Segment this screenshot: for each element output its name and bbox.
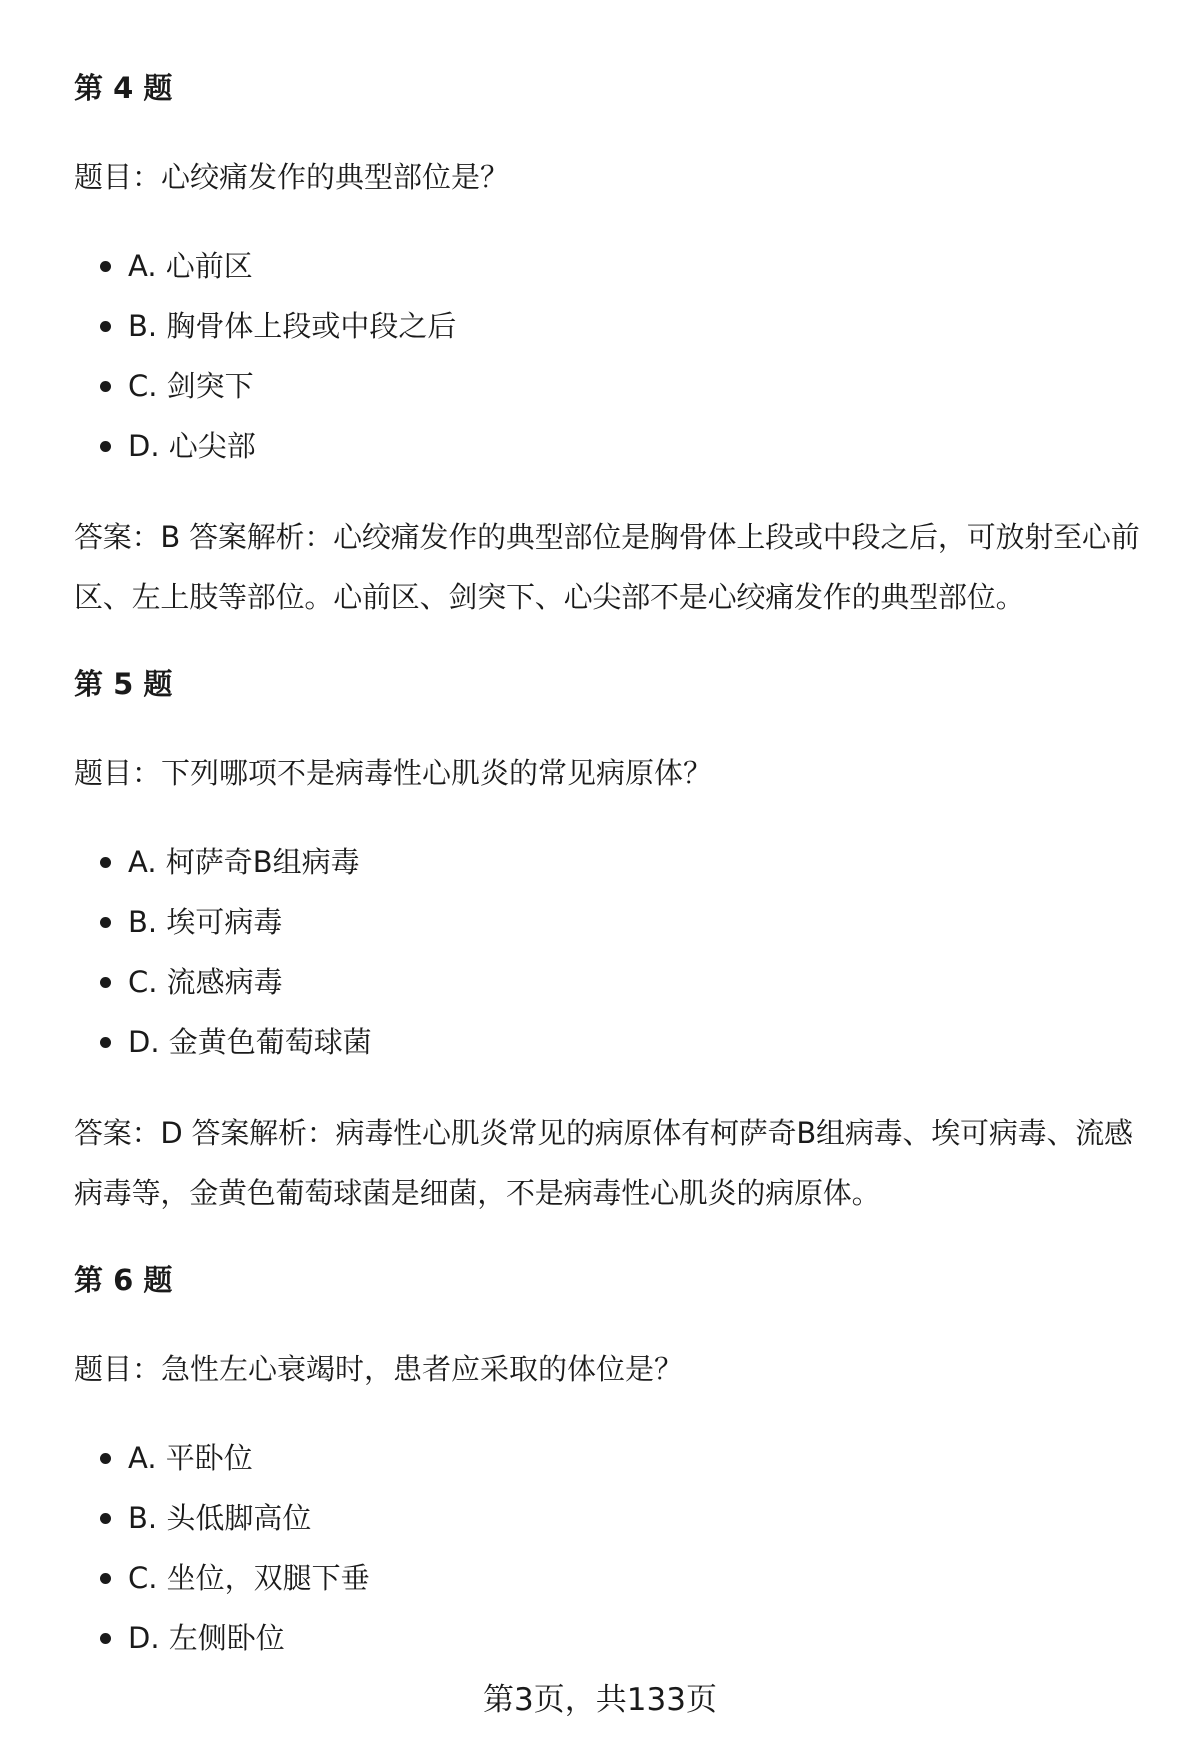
option-text: D. 左侧卧位 (128, 1621, 285, 1655)
option-text: B. 埃可病毒 (128, 905, 283, 939)
question-prompt: 题目：下列哪项不是病毒性心肌炎的常见病原体？ (74, 756, 713, 790)
page-number-footer: 第3页，共133页 (483, 1682, 717, 1718)
bullet-icon (100, 857, 111, 868)
question-prompt: 题目：急性左心衰竭时，患者应采取的体位是？ (74, 1352, 684, 1386)
option-item (74, 426, 456, 486)
question-6 (74, 1260, 1144, 1655)
option-item (74, 1438, 370, 1498)
option-text: A. 柯萨奇B组病毒 (128, 845, 360, 879)
option-item (74, 842, 372, 902)
bullet-icon (100, 1633, 111, 1644)
question-4 (74, 68, 1144, 614)
option-text: A. 平卧位 (128, 1441, 253, 1475)
option-item (74, 366, 456, 426)
option-item (74, 1022, 372, 1082)
option-text: C. 流感病毒 (128, 965, 283, 999)
bullet-icon (100, 917, 111, 928)
option-list (74, 842, 372, 1082)
option-item (74, 962, 372, 1022)
answer-explanation: 答案：D 答案解析：病毒性心肌炎常见的病原体有柯萨奇B组病毒、埃可病毒、流感病毒等，金黄色葡萄球菌是细菌，不是病毒性心肌炎的病原体。 (74, 1116, 1133, 1210)
bullet-icon (100, 381, 111, 392)
option-item (74, 306, 456, 366)
option-text: D. 金黄色葡萄球菌 (128, 1025, 372, 1059)
option-text: C. 剑突下 (128, 369, 254, 403)
option-item (74, 902, 372, 962)
bullet-icon (100, 1573, 111, 1584)
question-heading: 第 4 题 (74, 71, 173, 105)
question-heading: 第 5 题 (74, 667, 173, 701)
answer-explanation: 答案：B 答案解析：心绞痛发作的典型部位是胸骨体上段或中段之后，可放射至心前区、左上肢等部位。心前区、剑突下、心尖部不是心绞痛发作的典型部位。 (74, 520, 1140, 614)
option-item (74, 1618, 370, 1678)
option-list (74, 1438, 370, 1678)
option-list (74, 246, 456, 486)
bullet-icon (100, 441, 111, 452)
document-page (74, 0, 1144, 1755)
bullet-icon (100, 261, 111, 272)
question-5 (74, 664, 1144, 1210)
bullet-icon (100, 1037, 111, 1048)
question-prompt: 题目：心绞痛发作的典型部位是？ (74, 160, 510, 194)
bullet-icon (100, 1453, 111, 1464)
option-item (74, 1558, 370, 1618)
option-item (74, 1498, 370, 1558)
option-text: B. 胸骨体上段或中段之后 (128, 309, 457, 343)
bullet-icon (100, 321, 111, 332)
option-item (74, 246, 456, 306)
option-text: A. 心前区 (128, 249, 253, 283)
bullet-icon (100, 977, 111, 988)
option-text: B. 头低脚高位 (128, 1501, 312, 1535)
option-text: D. 心尖部 (128, 429, 256, 463)
option-text: C. 坐位，双腿下垂 (128, 1561, 370, 1595)
question-heading: 第 6 题 (74, 1263, 173, 1297)
bullet-icon (100, 1513, 111, 1524)
